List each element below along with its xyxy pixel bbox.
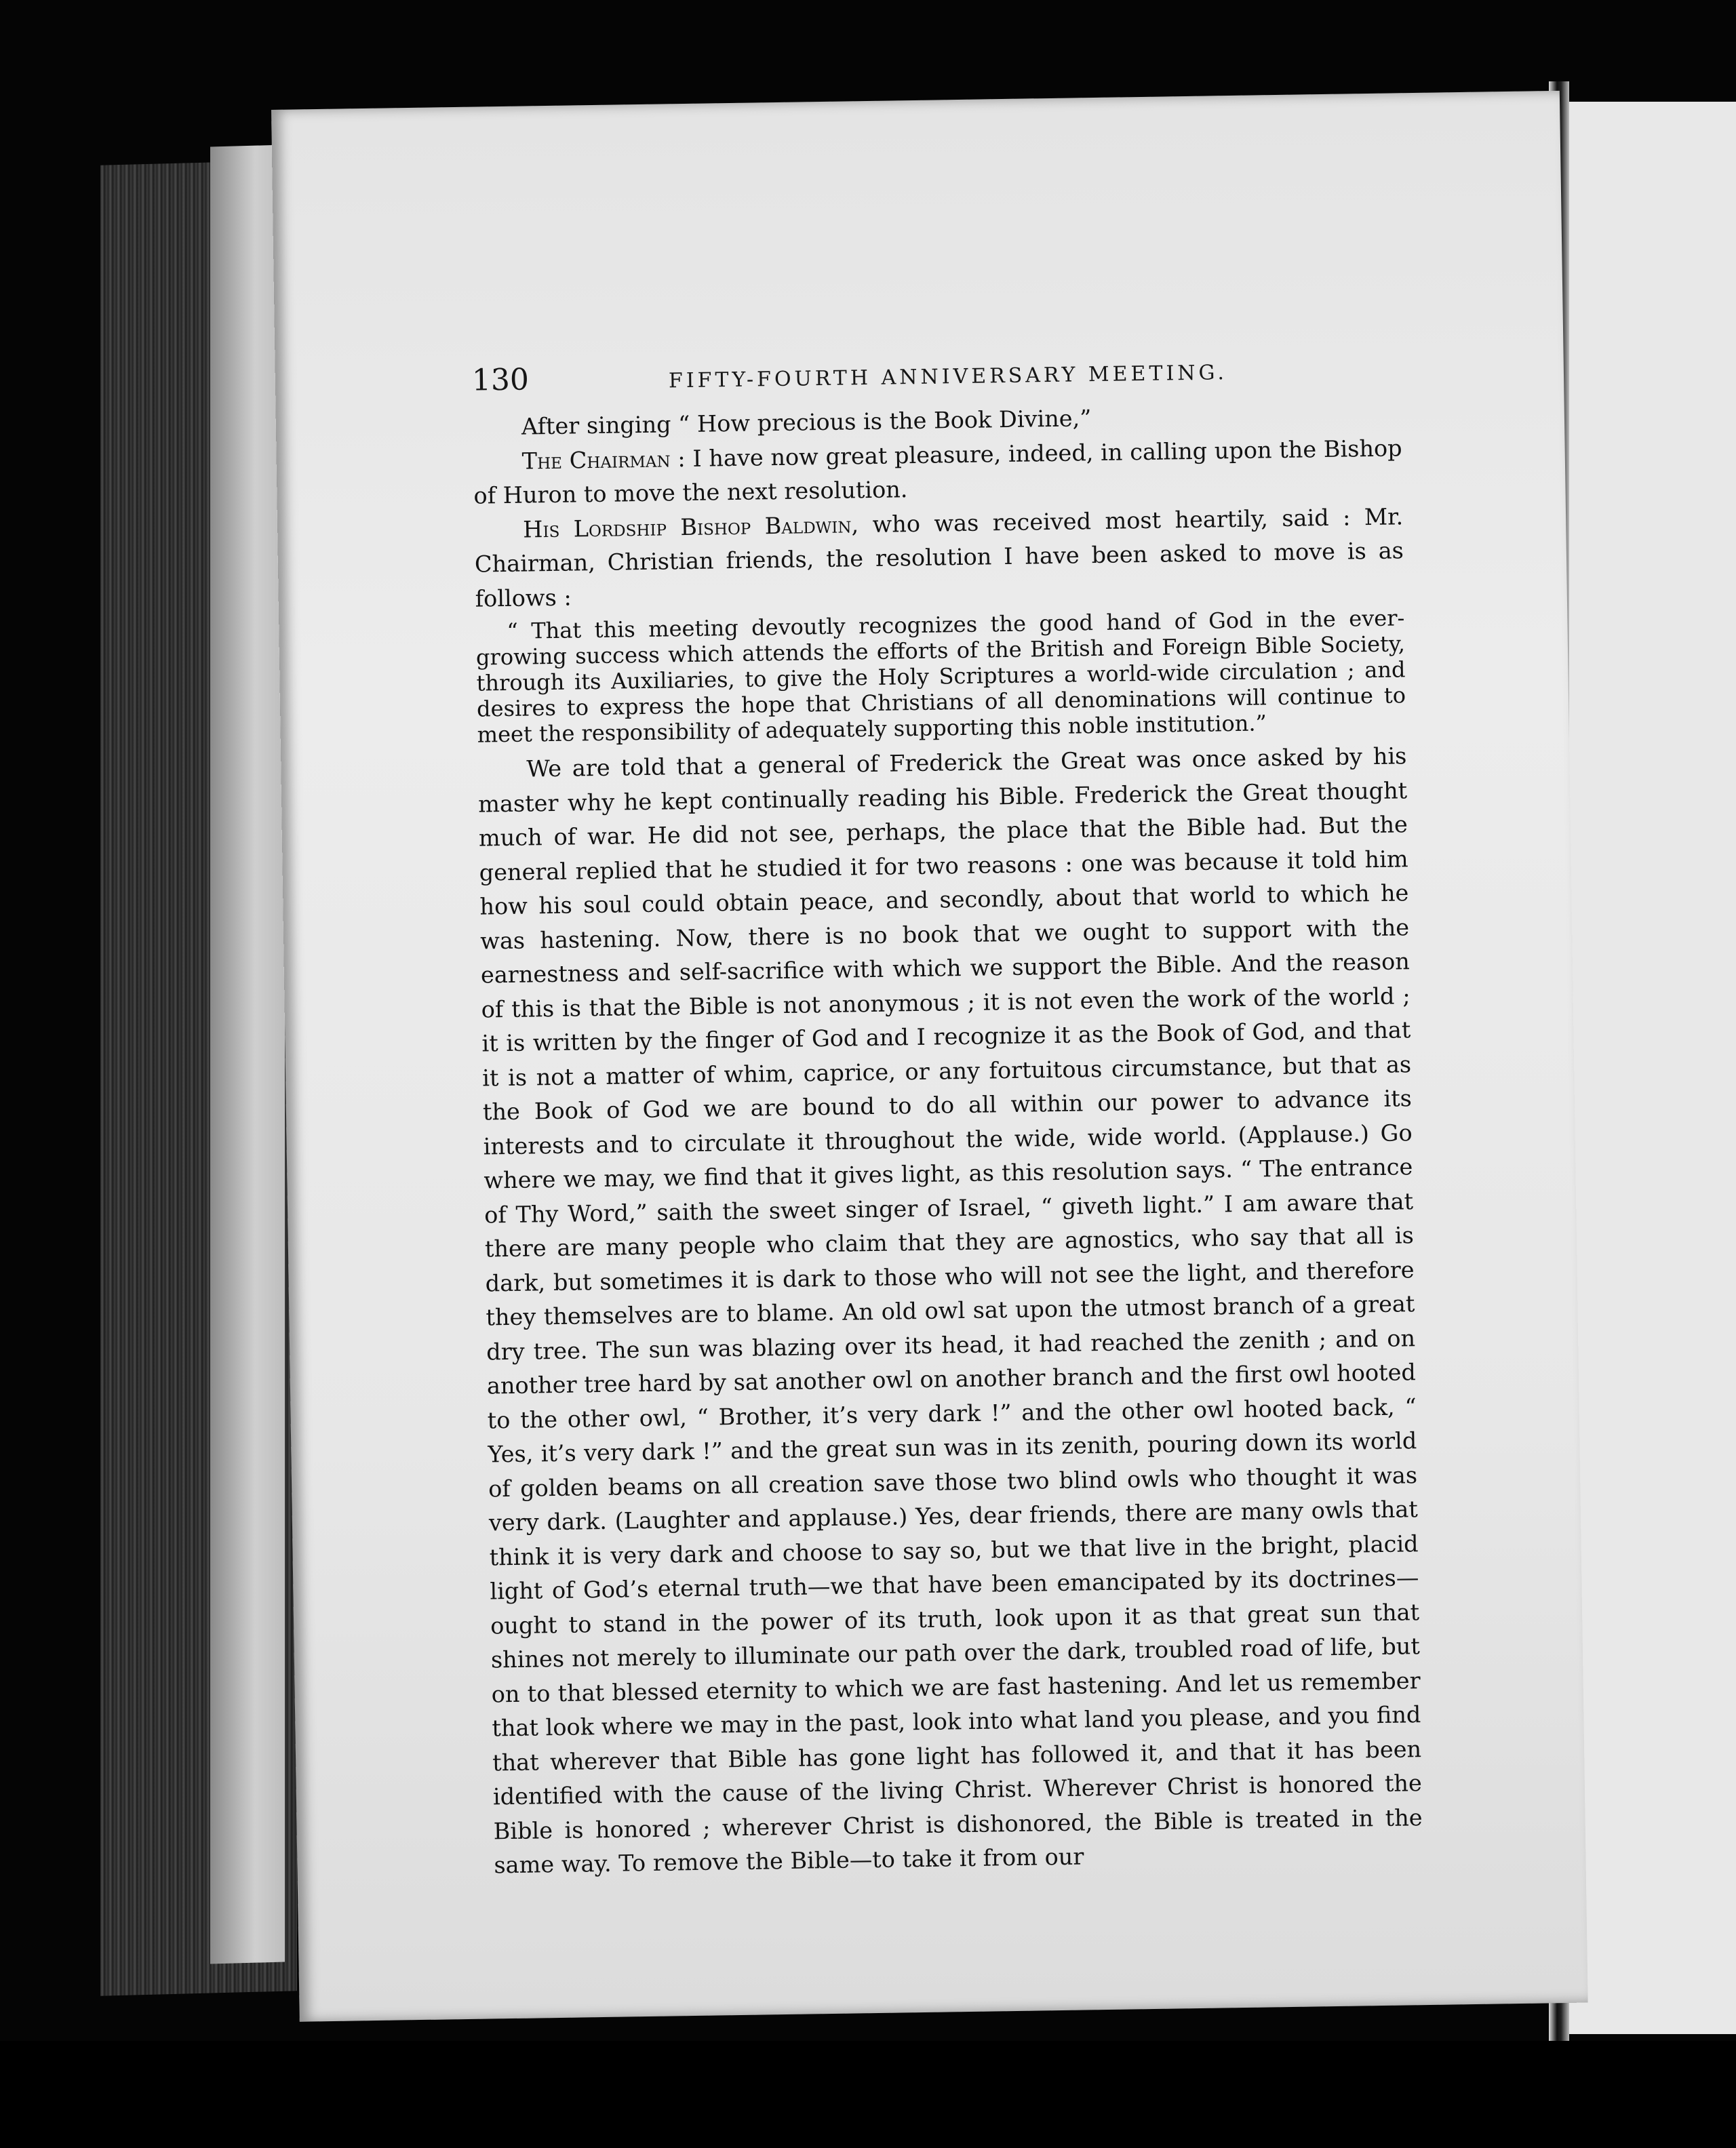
resolution-quote: “ That this meeting devoutly recognizes the good hand of God in the ever-growing success which attends the efforts of the British and Foreign Bible Society, through its Auxiliaries, to give the Holy Scriptures a world-wide circulation ; and desires to express the hope that Christians of all denominations will continue to meet the responsibility of adequately supporting this noble institution.”: [475, 605, 1406, 748]
paragraph-singing: After singing “ How precious is the Book Divine,”: [521, 405, 1092, 440]
paragraph-bishop: [474, 500, 1404, 616]
page-body: [473, 397, 1423, 1883]
bishop-intro-text: who was received most heartily, said : Mr. Chairman, Christian friends, the resolution I have been asked to move is as follows :: [474, 502, 1404, 612]
paragraph-speech: We are told that a general of Frederick the Great was once asked by his master why he kept continually reading his Bible. Frederick the Great thought much of war. He did not see, perhaps, the place that the Bible had. But the general replied that he studied it for two reasons : one was because it told him how his soul could obtain peace, and secondly, about that world to which he was hastening. Now, there is no book that we ought to support with the earnestness and self-sacrifice with which we support the Bible. And the reason of this is that the Bible is not anonymous ; it is not even the work of the world ; it is written by the finger of God and I recognize it as the Book of God, and that it is not a matter of whim, caprice, or any fortuitous circumstance, but that as the Book of God we are bound to do all within our power to advance its interests and to circulate it throughout the wide, wide world. (Applause.) Go where we may, we find that it gives light, as this resolution says. “ The entrance of Thy Word,” saith the sweet singer of Israel, “ giveth light.” I am aware that there are many people who claim that they are agnostics, who say that all is dark, but sometimes it is dark to those who will not see the light, and therefore they themselves are to blame. An old owl sat upon the utmost branch of a great dry tree. The sun was blazing over its head, it had reached the zenith ; and on another tree hard by sat another owl on another branch and the first owl hooted to the other owl, “ Brother, it’s very dark !” and the other owl hooted back, “ Yes, it’s very dark !” and the great sun was in its zenith, pouring down its world of golden beams on all creation save those two blind owls who thought it was very dark. (Laughter and applause.) Yes, dear friends, there are many owls that think it is very dark and choose to say so, but we that live in the bright, placid light of God’s eternal truth—we that have been emancipated by its doctrines—ought to stand in the power of its truth, look upon it as that great sun that shines not merely to illuminate our path over the dark, troubled road of life, but on to that blessed eternity to which we are fast hastening. And let us remember that look where we may in the past, look into what land you please, and you find that wherever that Bible has gone light has followed it, and that it has been identified with the cause of the living Christ. Wherever Christ is honored the Bible is honored ; wherever Christ is dishonored, the Bible is treated in the same way. To remove the Bible—to take it from our: [477, 742, 1423, 1879]
book-page-edges-light: [210, 145, 285, 1964]
speaker-bishop: His Lordship Bishop Baldwin,: [522, 511, 859, 543]
chairman-text: : I have now great pleasure, indeed, in calling upon the Bishop of Huron to move the next resolution.: [473, 434, 1402, 509]
running-head: FIFTY-FOURTH ANNIVERSARY MEETING.: [668, 361, 1228, 393]
book-page: [271, 91, 1588, 2022]
facing-page: [1569, 102, 1736, 2034]
speaker-chairman: The Chairman: [521, 445, 671, 475]
page-number: 130: [471, 362, 530, 398]
scan-bottom-margin: [0, 2041, 1736, 2148]
